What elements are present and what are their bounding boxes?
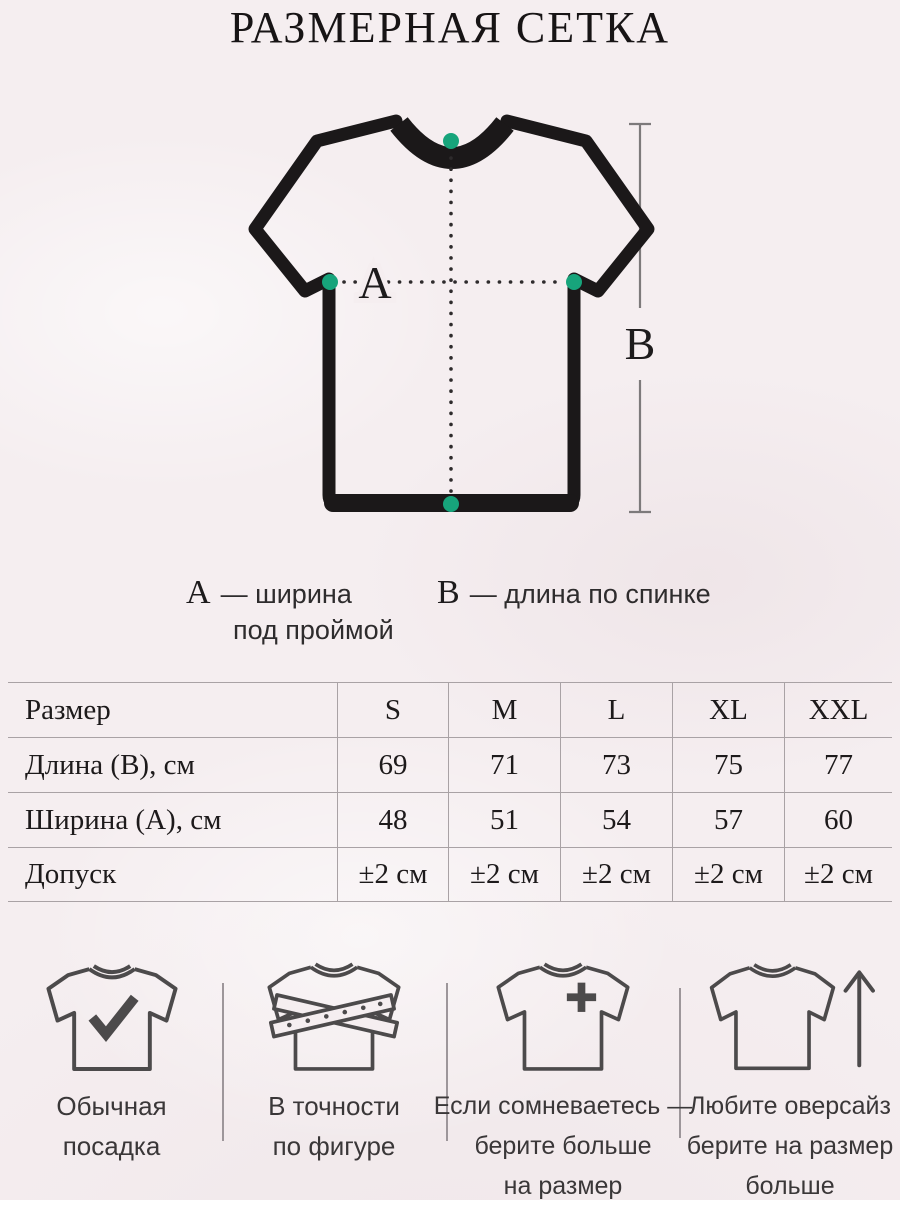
size-col-header: XL [672,682,784,737]
legend-b-text: — длина по спинке [469,579,711,609]
table-value: 73 [560,737,672,792]
legend-a-letter: A [186,574,211,611]
legend-b [437,574,711,612]
table-value: 69 [337,737,448,792]
up-arrow [846,972,873,1065]
table-value: 57 [672,792,784,847]
table-value: ±2 см [784,847,892,902]
table-row-label: Ширина (A), см [8,792,337,847]
dotted-measure-lines [344,158,560,492]
fit-guide-item-exact [227,958,441,1166]
tshirt-measuring-tape-icon [256,958,412,1072]
size-col-header: L [560,682,672,737]
fit-guide-divider [222,983,224,1141]
label-b: B [624,318,656,369]
table-value: 60 [784,792,892,847]
size-table [8,682,892,902]
legend-a [186,574,352,612]
size-col-header: S [337,682,448,737]
fit-guide-caption: Если сомневаетесь — берите больше на размер [433,1092,693,1200]
table-value: ±2 см [337,847,448,902]
table-value: ±2 см [560,847,672,902]
table-value: ±2 см [672,847,784,902]
fit-guide-caption: Любите оверсайз берите на размер больше [686,1092,894,1200]
table-value: 75 [672,737,784,792]
table-value: ±2 см [448,847,560,902]
tshirt-check-icon [36,960,188,1072]
table-value: 77 [784,737,892,792]
fit-guide-caption: В точности по фигуре [268,1091,400,1161]
size-col-header: XXL [784,682,892,737]
tshirt-oversize-arrow-icon [704,958,876,1072]
table-value: 71 [448,737,560,792]
fit-guide-item-regular [10,960,213,1166]
table-value: 48 [337,792,448,847]
table-row-label: Допуск [8,847,337,902]
size-col-header: M [448,682,560,737]
table-value: 54 [560,792,672,847]
table-corner-label: Размер [8,682,337,737]
legend-a-text: — ширина [220,579,352,609]
tshirt-plus-icon [485,958,641,1072]
table-row-label: Длина (B), см [8,737,337,792]
table-value: 51 [448,792,560,847]
legend-b-letter: B [437,574,460,611]
legend-a-line2-wrap [233,615,394,646]
legend-a-text-line2: под проймой [233,615,394,645]
page-title: РАЗМЕРНАЯ СЕТКА [229,3,671,52]
plus-glyph [567,983,596,1012]
fit-guide-caption: Обычная посадка [56,1091,167,1161]
fit-guide-item-oversize [684,958,896,1206]
fit-guide-item-size-up [433,958,693,1206]
label-a: A [358,257,392,308]
